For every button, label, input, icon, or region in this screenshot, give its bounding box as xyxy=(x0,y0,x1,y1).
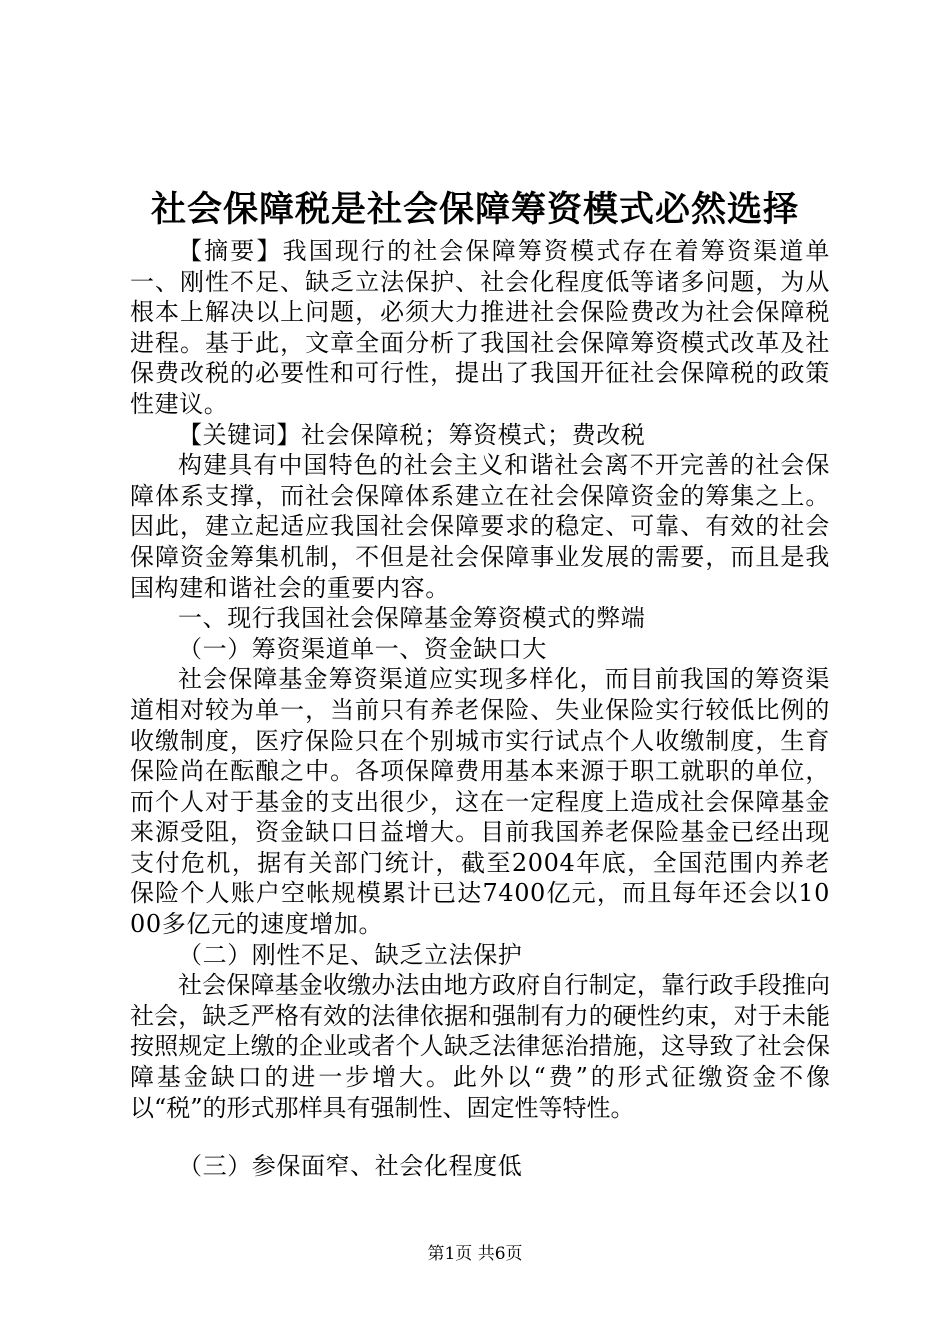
document-body xyxy=(130,236,830,1182)
abstract-paragraph: 【摘要】我国现行的社会保障筹资模式存在着筹资渠道单一、刚性不足、缺乏立法保护、社会化程度低等诸多问题，为从根本上解决以上问题，必须大力推进社会保险费改为社会保障税进程。基于此，文章全面分析了我国社会保障筹资模式改革及社保费改税的必要性和可行性，提出了我国开征社会保障税的政策性建议。 xyxy=(130,237,830,418)
page-footer: 第1页 共6页 xyxy=(427,1244,523,1264)
subsection-heading-1: （一）筹资渠道单一、资金缺口大 xyxy=(178,634,547,663)
paragraph-spacer xyxy=(130,1123,830,1151)
subsection-heading-2: （二）刚性不足、缺乏立法保护 xyxy=(178,940,523,969)
document-title: 社会保障税是社会保障筹资模式必然选择 xyxy=(150,189,799,230)
body-paragraph-1: 社会保障基金筹资渠道应实现多样化，而目前我国的筹资渠道相对较为单一，当前只有养老保险、失业保险实行较低比例的收缴制度，医疗保险只在个别城市实行试点个人收缴制度，生育保险尚在酝酿之中。各项保障费用基本来源于职工就职的单位，而个人对于基金的支出很少，这在一定程度上造成社会保障基金来源受阻，资金缺口日益增大。目前我国养老保险基金已经出现支付危机，据有关部门统计，截至2004年底，全国范围内养老保险个人账户空帐规模累计已达7400亿元，而且每年还会以1000多亿元的速度增加。 xyxy=(130,665,830,939)
intro-paragraph: 构建具有中国特色的社会主义和谐社会离不开完善的社会保障体系支撑，而社会保障体系建立在社会保障资金的筹集之上。因此，建立起适应我国社会保障要求的稳定、可靠、有效的社会保障资金筹集机制，不但是社会保障事业发展的需要，而且是我国构建和谐社会的重要内容。 xyxy=(130,451,830,602)
body-paragraph-2: 社会保障基金收缴办法由地方政府自行制定，靠行政手段推向社会，缺乏严格有效的法律依据和强制有力的硬性约束，对于未能按照规定上缴的企业或者个人缺乏法律惩治措施，这导致了社会保障基金缺口的进一步增大。此外以“费”的形式征缴资金不像以“税”的形式那样具有强制性、固定性等特性。 xyxy=(130,971,830,1122)
section-heading-1: 一、现行我国社会保障基金筹资模式的弊端 xyxy=(178,604,646,633)
keywords-paragraph: 【关键词】社会保障税；筹资模式；费改税 xyxy=(178,420,646,449)
subsection-heading-3: （三）参保面窄、社会化程度低 xyxy=(178,1152,523,1181)
